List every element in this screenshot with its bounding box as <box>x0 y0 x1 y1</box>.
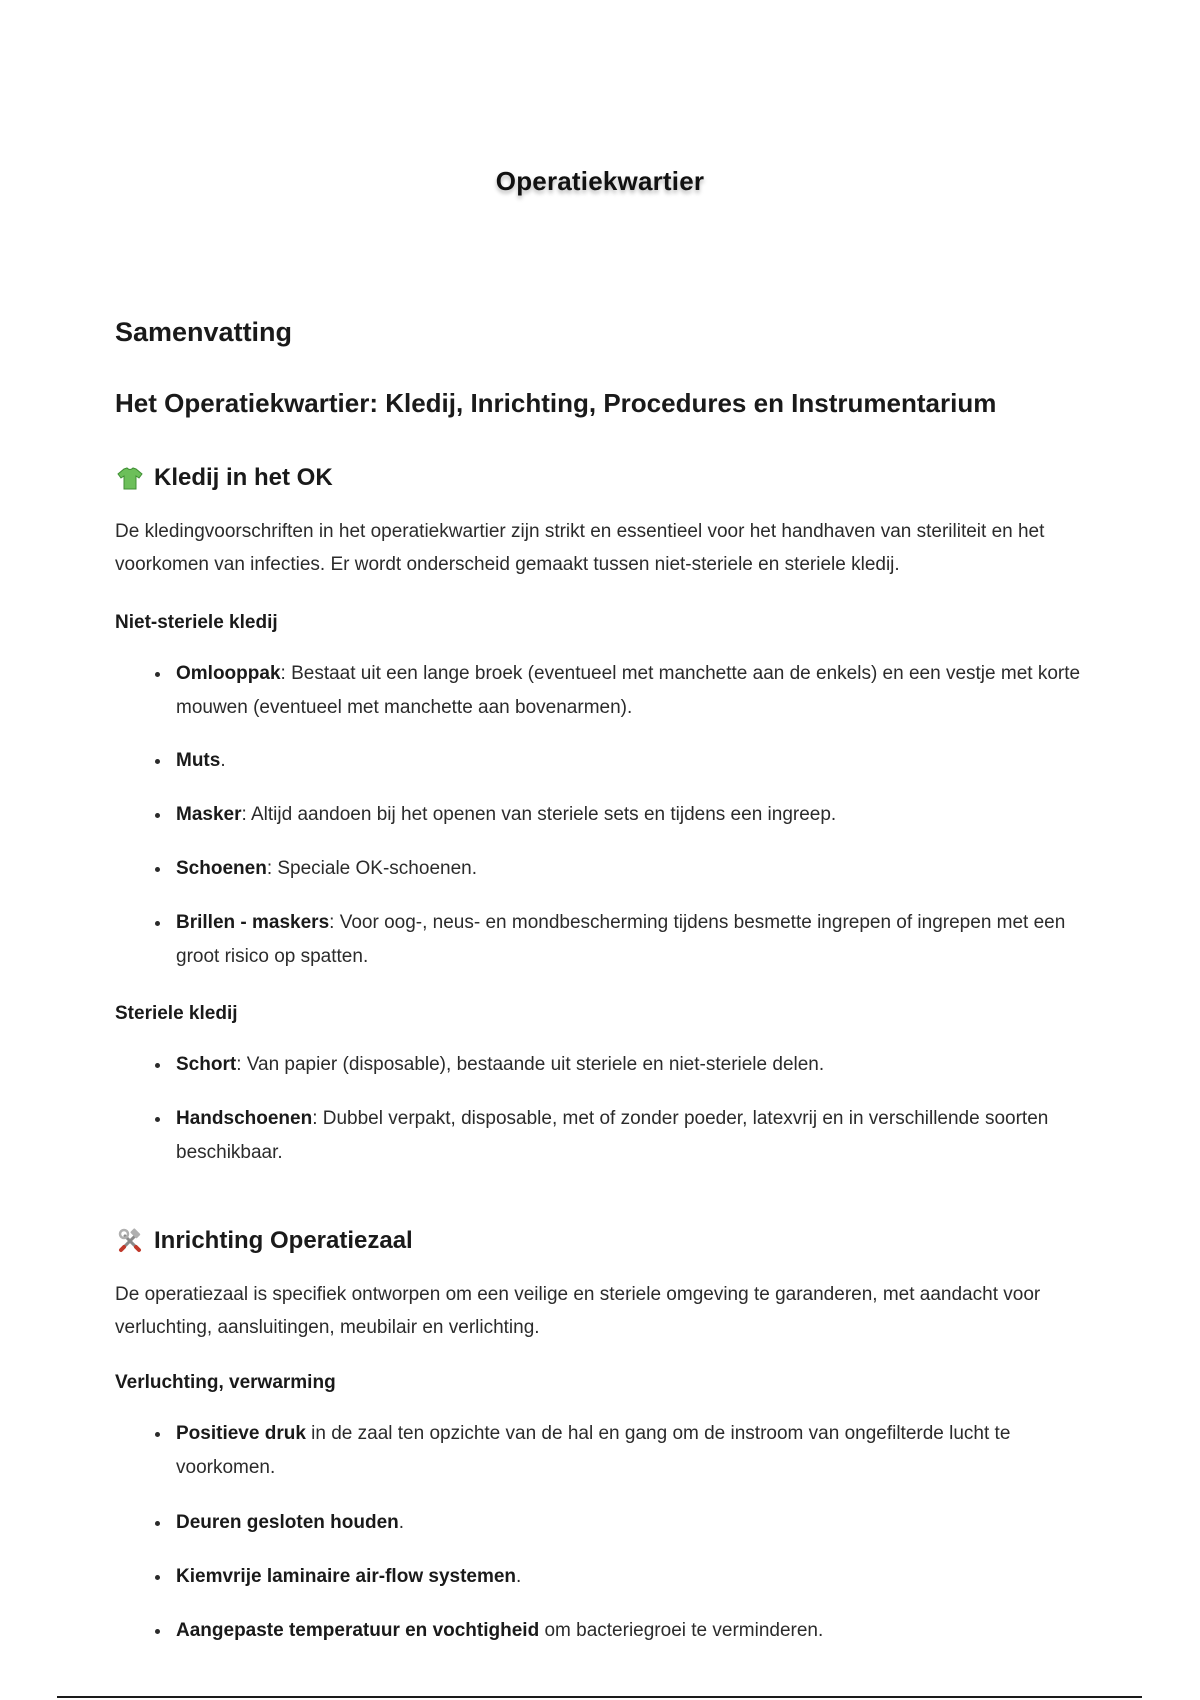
list-item-text: : Dubbel verpakt, disposable, met of zonder poeder, latexvrij en in verschillende soorten beschikbaar. <box>176 1108 1049 1163</box>
list-item <box>115 1102 1090 1170</box>
section-heading-kledij-label: Kledij in het OK <box>154 464 333 491</box>
list-item <box>115 1417 1090 1485</box>
list-item <box>115 852 1090 886</box>
list-item-term: Schort <box>176 1054 237 1075</box>
list-item-term: Positieve druk <box>176 1423 306 1444</box>
list-verluchting <box>115 1417 1090 1648</box>
list-item-term: Aangepaste temperatuur en vochtigheid <box>176 1620 540 1641</box>
inrichting-intro: De operatiezaal is specifiek ontworpen om een veilige en steriele omgeving te garanderen, met aandacht voor verluchting, aansluitingen, meubilair en verlichting. <box>115 1284 1041 1338</box>
section-kledij <box>115 461 1090 1170</box>
main-heading: Het Operatiekwartier: Kledij, Inrichting, Procedures en Instrumentarium <box>115 388 997 418</box>
list-item <box>115 1614 1090 1648</box>
subheading-steriele-kledij: Steriele kledij <box>115 1003 238 1024</box>
list-item-text: . <box>220 750 226 771</box>
list-item-text: : Bestaat uit een lange broek (eventueel met manchette aan de enkels) en een vestje met korte mouwen (eventueel met manchette aan bovenarmen). <box>176 663 1081 718</box>
list-item-term: Handschoenen <box>176 1108 313 1129</box>
tools-icon <box>115 1226 145 1256</box>
list-item-term: Masker <box>176 804 242 825</box>
section-heading-kledij <box>115 461 1090 495</box>
subheading-niet-steriele-kledij: Niet-steriele kledij <box>115 612 278 633</box>
list-item-text: : Speciale OK-schoenen. <box>266 858 477 879</box>
document-title: Operatiekwartier <box>495 166 705 196</box>
list-item <box>115 798 1090 832</box>
list-item <box>115 1560 1090 1594</box>
list-item-text: . <box>398 1512 405 1533</box>
section-heading-inrichting <box>115 1224 1090 1258</box>
shirt-icon <box>115 463 145 493</box>
list-item-term: Muts <box>176 750 221 771</box>
list-item-term: Deuren gesloten houden <box>176 1512 399 1533</box>
list-item <box>115 744 1090 778</box>
list-item <box>115 1048 1090 1082</box>
list-item-term: Kiemvrije laminaire air-flow systemen <box>176 1566 517 1587</box>
subheading-verluchting: Verluchting, verwarming <box>115 1372 336 1393</box>
list-item-text: : Van papier (disposable), bestaande uit steriele en niet-steriele delen. <box>236 1054 825 1075</box>
list-item-text: : Voor oog-, neus- en mondbescherming tijdens besmette ingrepen of ingrepen met een groot risico op spatten. <box>176 912 1066 967</box>
list-item-text: : Altijd aandoen bij het openen van steriele sets en tijdens een ingreep. <box>241 804 837 825</box>
section-heading-inrichting-label: Inrichting Operatiezaal <box>154 1227 413 1254</box>
kledij-intro: De kledingvoorschriften in het operatiekwartier zijn strikt en essentieel voor het handhaven van steriliteit en het voorkomen van infecties. Er wordt onderscheid gemaakt tussen niet-steriele en steriele kledij. <box>115 521 1045 575</box>
list-item <box>115 1506 1090 1540</box>
list-item <box>115 657 1090 725</box>
summary-heading: Samenvatting <box>115 317 293 347</box>
list-item-text: . <box>516 1566 522 1587</box>
list-niet-steriele-kledij <box>115 657 1090 974</box>
list-item-term: Schoenen <box>176 858 267 879</box>
list-steriele-kledij <box>115 1048 1090 1170</box>
list-item <box>115 906 1090 974</box>
list-item-term: Omlooppak <box>176 663 281 684</box>
list-item-text: om bacteriegroei te verminderen. <box>539 1620 824 1641</box>
list-item-term: Brillen - maskers <box>176 912 330 933</box>
list-item-text: in de zaal ten opzichte van de hal en gang om de instroom van ongefilterde lucht te voorkomen. <box>176 1423 1011 1478</box>
section-inrichting <box>115 1224 1090 1648</box>
page-bottom-rule <box>57 1696 1142 1698</box>
